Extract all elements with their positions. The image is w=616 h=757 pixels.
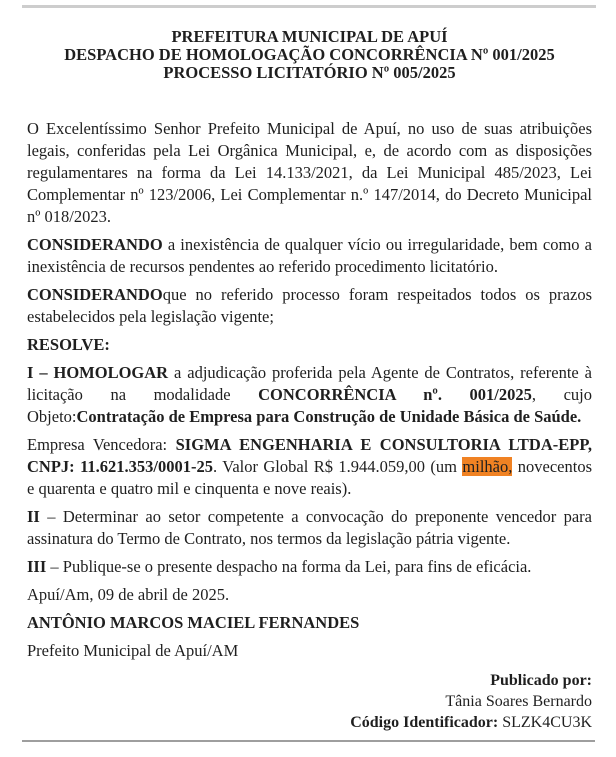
item-1-text-a: a adjudicação proferida pela Agente de Contratos, referente à licitação na modalidade [27, 363, 592, 404]
signature-name: ANTÔNIO MARCOS MACIEL FERNANDES [27, 613, 360, 632]
paragraph-signature-name [27, 612, 592, 634]
winner-value-text: . Valor Global R$ 1.944.059,00 (um [213, 457, 463, 476]
item-3-numeral: III [27, 557, 47, 576]
winner-value-words: novecentos e quarenta e quatro mil e cinquenta e nove reais). [27, 457, 592, 498]
published-by-label: Publicado por: [490, 672, 592, 689]
item-2-numeral: II [27, 507, 40, 526]
paragraph-signature-title [27, 640, 592, 662]
paragraph-winner [27, 434, 592, 500]
identifier-code-value: SLZK4CU3K [498, 714, 592, 731]
title-line-process: PROCESSO LICITATÓRIO Nº 005/2025 [163, 63, 456, 82]
winner-company-cnpj: SIGMA ENGENHARIA E CONSULTORIA LTDA-EPP, CNPJ: 11.621.353/0001-25 [27, 435, 593, 476]
paragraph-item-1-homologar [27, 362, 592, 428]
bottom-divider [22, 740, 595, 742]
published-by-name: Tânia Soares Bernardo [445, 693, 592, 710]
item-3-text: – Publique-se o presente despacho na forma da Lei, para fins de eficácia. [46, 557, 532, 576]
document-title [27, 28, 592, 82]
identifier-code-label: Código Identificador: [350, 714, 499, 731]
signature-title: Prefeito Municipal de Apuí/AM [27, 641, 239, 660]
document-body [27, 118, 592, 662]
paragraph-date-place [27, 584, 592, 606]
considerando-1-text: a inexistência de qualquer vício ou irregularidade, bem como a inexistência de recursos pendentes ao referido procedimento licitatório. [27, 235, 592, 276]
item-1-text-b: , cujo Objeto: [27, 385, 592, 426]
paragraph-considerando-1 [27, 234, 592, 278]
considerando-1-keyword: CONSIDERANDO [27, 235, 163, 254]
preamble-text: O Excelentíssimo Senhor Prefeito Municipal de Apuí, no uso de suas atribuições legais, conferidas pela Lei Orgânica Municipal, e, de acordo com as disposições regulamentares na forma da Lei 14.133/2021, da Lei Municipal 485/2023, Lei Complementar nº 123/2006, Lei Complementar n.º 147/2014, do Decreto Municipal nº 018/2023. [27, 119, 592, 226]
paragraph-item-3 [27, 556, 592, 578]
title-line-entity: PREFEITURA MUNICIPAL DE APUÍ [171, 27, 448, 46]
publication-footer [27, 670, 592, 733]
document-content [27, 28, 592, 733]
item-1-object: Contratação de Empresa para Construção de Unidade Básica de Saúde. [76, 407, 582, 426]
paragraph-resolve [27, 334, 592, 356]
item-1-keyword: I – HOMOLOGAR [27, 363, 169, 382]
considerando-2-keyword: CONSIDERANDO [27, 285, 163, 304]
paragraph-item-2 [27, 506, 592, 550]
considerando-2-text: que no referido processo foram respeitados todos os prazos estabelecidos pela legislação vigente; [27, 285, 592, 326]
item-1-modality: CONCORRÊNCIA nº. 001/2025 [258, 385, 532, 404]
top-divider [22, 5, 596, 8]
resolve-keyword: RESOLVE: [27, 335, 110, 354]
identifier-code-line [27, 712, 592, 733]
highlighted-word: milhão, [462, 457, 513, 476]
paragraph-preamble [27, 118, 592, 228]
date-place-text: Apuí/Am, 09 de abril de 2025. [27, 585, 230, 604]
paragraph-considerando-2 [27, 284, 592, 328]
item-2-text: – Determinar ao setor competente a convocação do preponente vencedor para assinatura do Termo de Contrato, nos termos da legislação pátria vigente. [27, 507, 592, 548]
winner-label: Empresa Vencedora: [27, 435, 176, 454]
title-line-dispatch: DESPACHO DE HOMOLOGAÇÃO CONCORRÊNCIA Nº 001/2025 [64, 45, 555, 64]
